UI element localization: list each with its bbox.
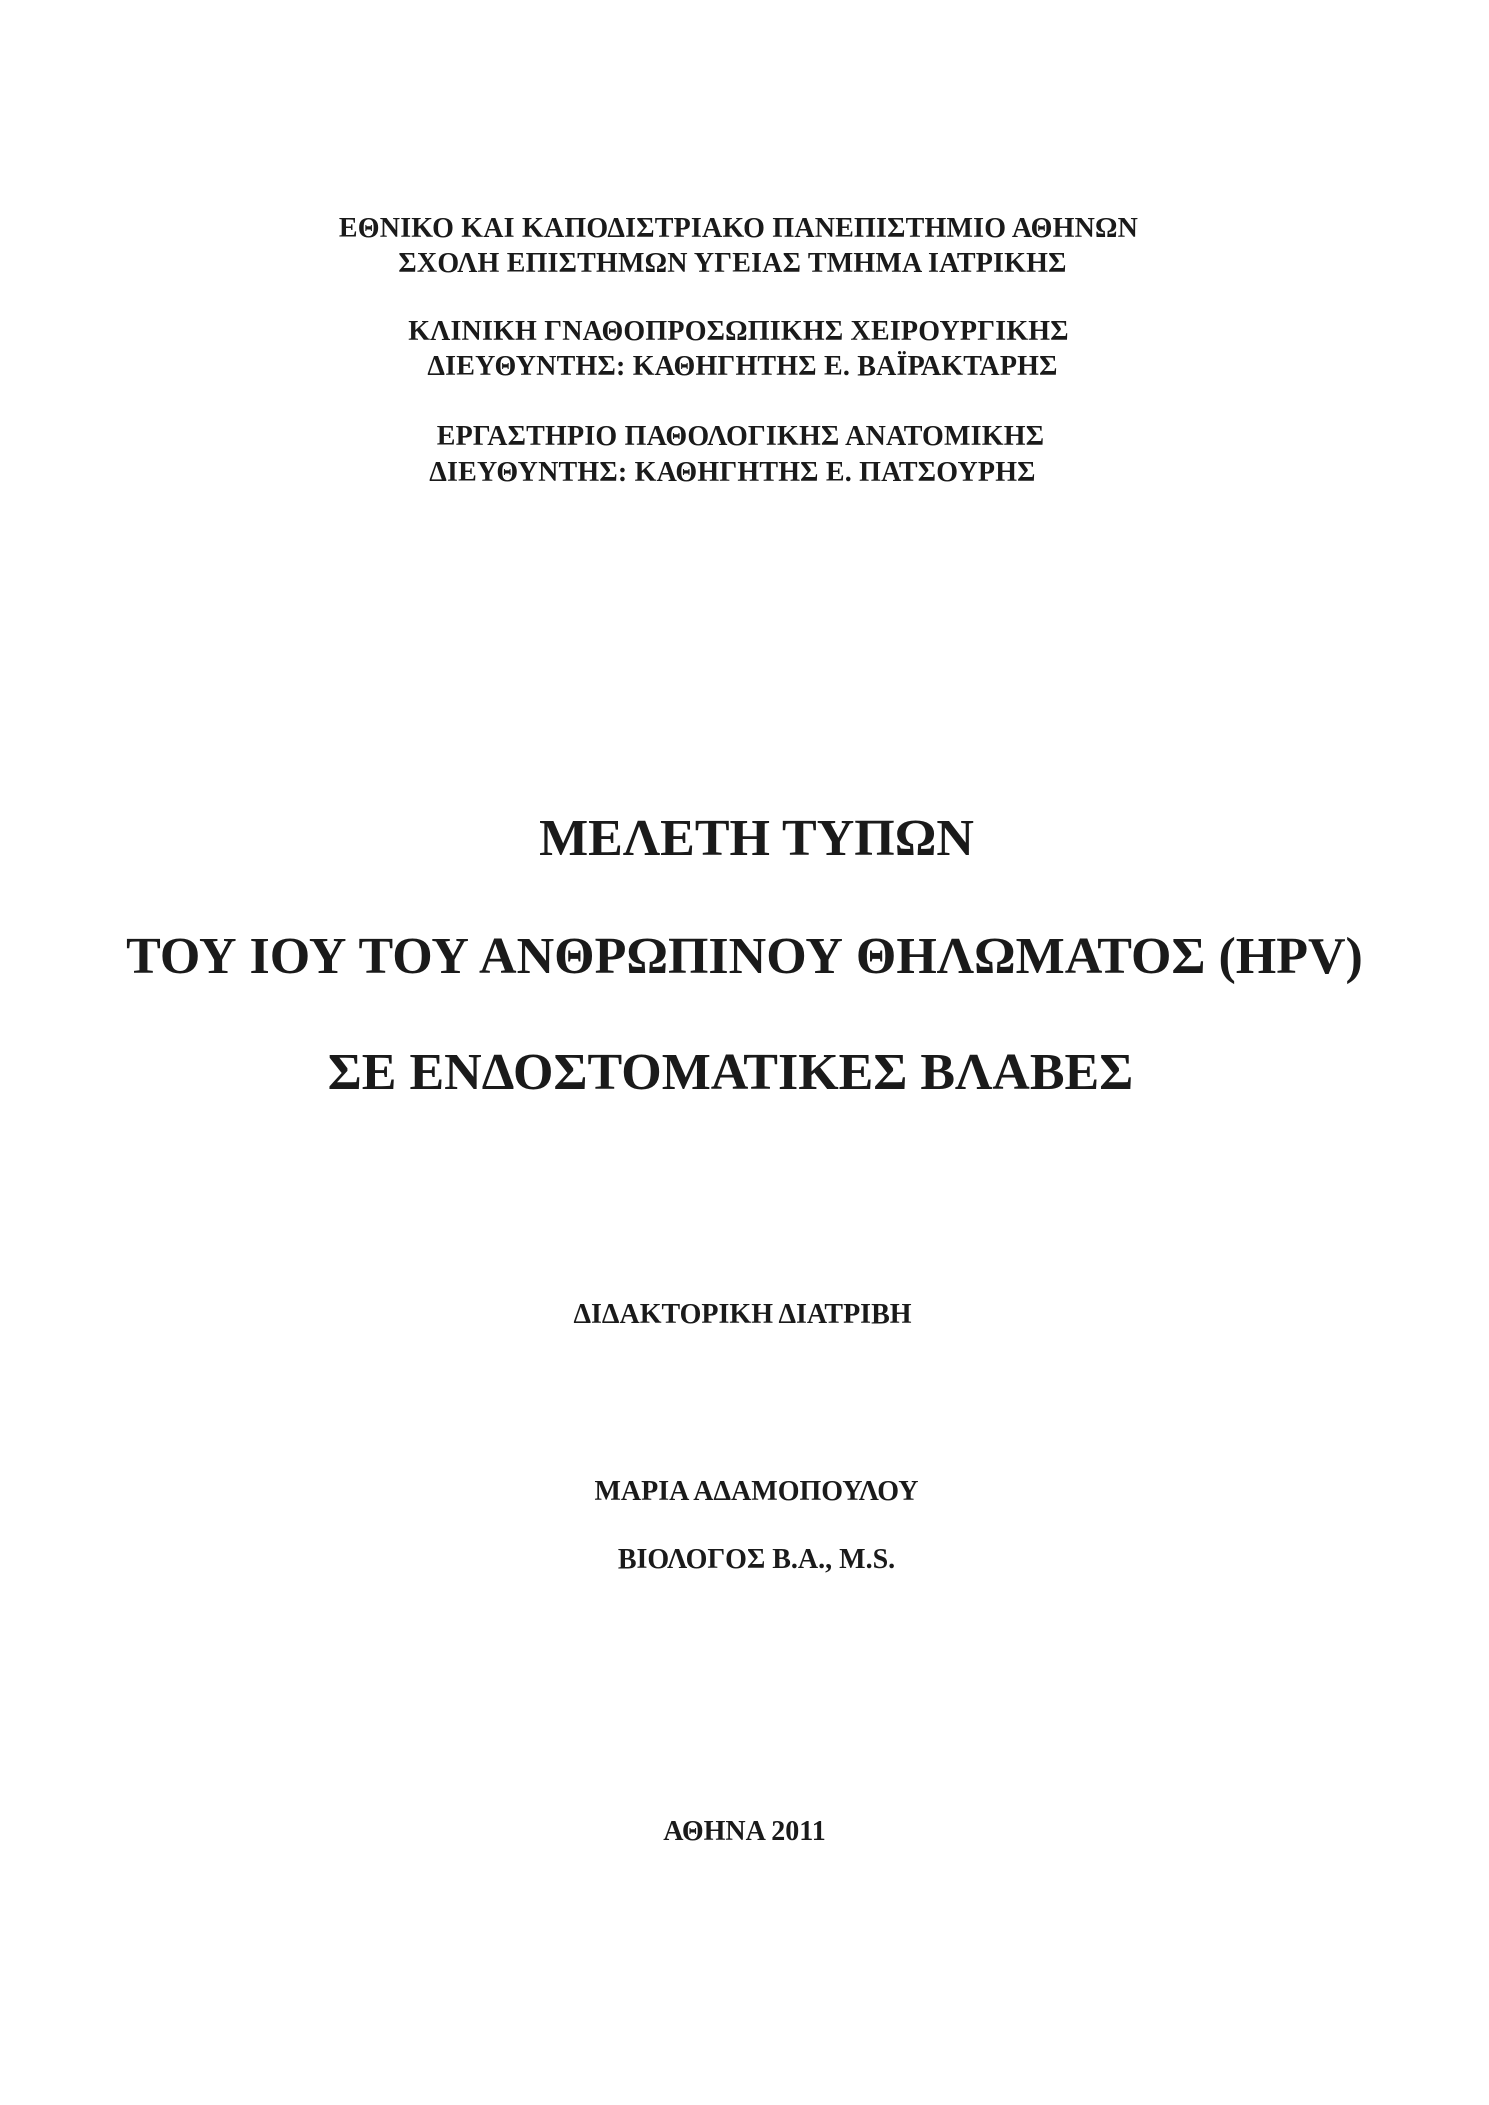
clinic-director: ΔΙΕΥΘΥΝΤΗΣ: ΚΑΘΗΓΗΤΗΣ Ε. ΒΑΪΡΑΚΤΑΡΗΣ	[427, 351, 1058, 382]
lab-director: ΔΙΕΥΘΥΝΤΗΣ: ΚΑΘΗΓΗΤΗΣ Ε. ΠΑΤΣΟΥΡΗΣ	[429, 457, 1036, 488]
place-and-year: ΑΘΗΝΑ 2011	[663, 1816, 826, 1847]
clinic-name: ΚΛΙΝΙΚΗ ΓΝΑΘΟΠΡΟΣΩΠΙΚΗΣ ΧΕΙΡΟΥΡΓΙΚΗΣ	[408, 316, 1069, 347]
author-credentials: ΒΙΟΛΟΓΟΣ B.A., M.S.	[617, 1544, 896, 1575]
thesis-title-line-3: ΣΕ ΕΝΔΟΣΤΟΜΑΤΙΚΕΣ ΒΛΑΒΕΣ	[327, 1044, 1134, 1101]
lab-name: ΕΡΓΑΣΤΗΡΙΟ ΠΑΘΟΛΟΓΙΚΗΣ ΑΝΑΤΟΜΙΚΗΣ	[436, 421, 1045, 452]
document-type: ΔΙΔΑΚΤΟΡΙΚΗ ΔΙΑΤΡΙΒΗ	[573, 1299, 912, 1330]
university-name: ΕΘΝΙΚΟ ΚΑΙ ΚΑΠΟΔΙΣΤΡΙΑΚΟ ΠΑΝΕΠΙΣΤΗΜΙΟ ΑΘΗΝΩΝ	[338, 213, 1139, 244]
thesis-title-line-1: ΜΕΛΕΤΗ ΤΥΠΩΝ	[539, 810, 974, 867]
thesis-title-line-2: ΤΟΥ ΙΟΥ ΤΟΥ ΑΝΘΡΩΠΙΝΟΥ ΘΗΛΩΜΑΤΟΣ (HPV)	[126, 928, 1363, 985]
school-name: ΣΧΟΛΗ ΕΠΙΣΤΗΜΩΝ ΥΓΕΙΑΣ ΤΜΗΜΑ ΙΑΤΡΙΚΗΣ	[398, 248, 1067, 279]
author-name: ΜΑΡΙΑ ΑΔΑΜΟΠΟΥΛΟΥ	[594, 1476, 919, 1507]
